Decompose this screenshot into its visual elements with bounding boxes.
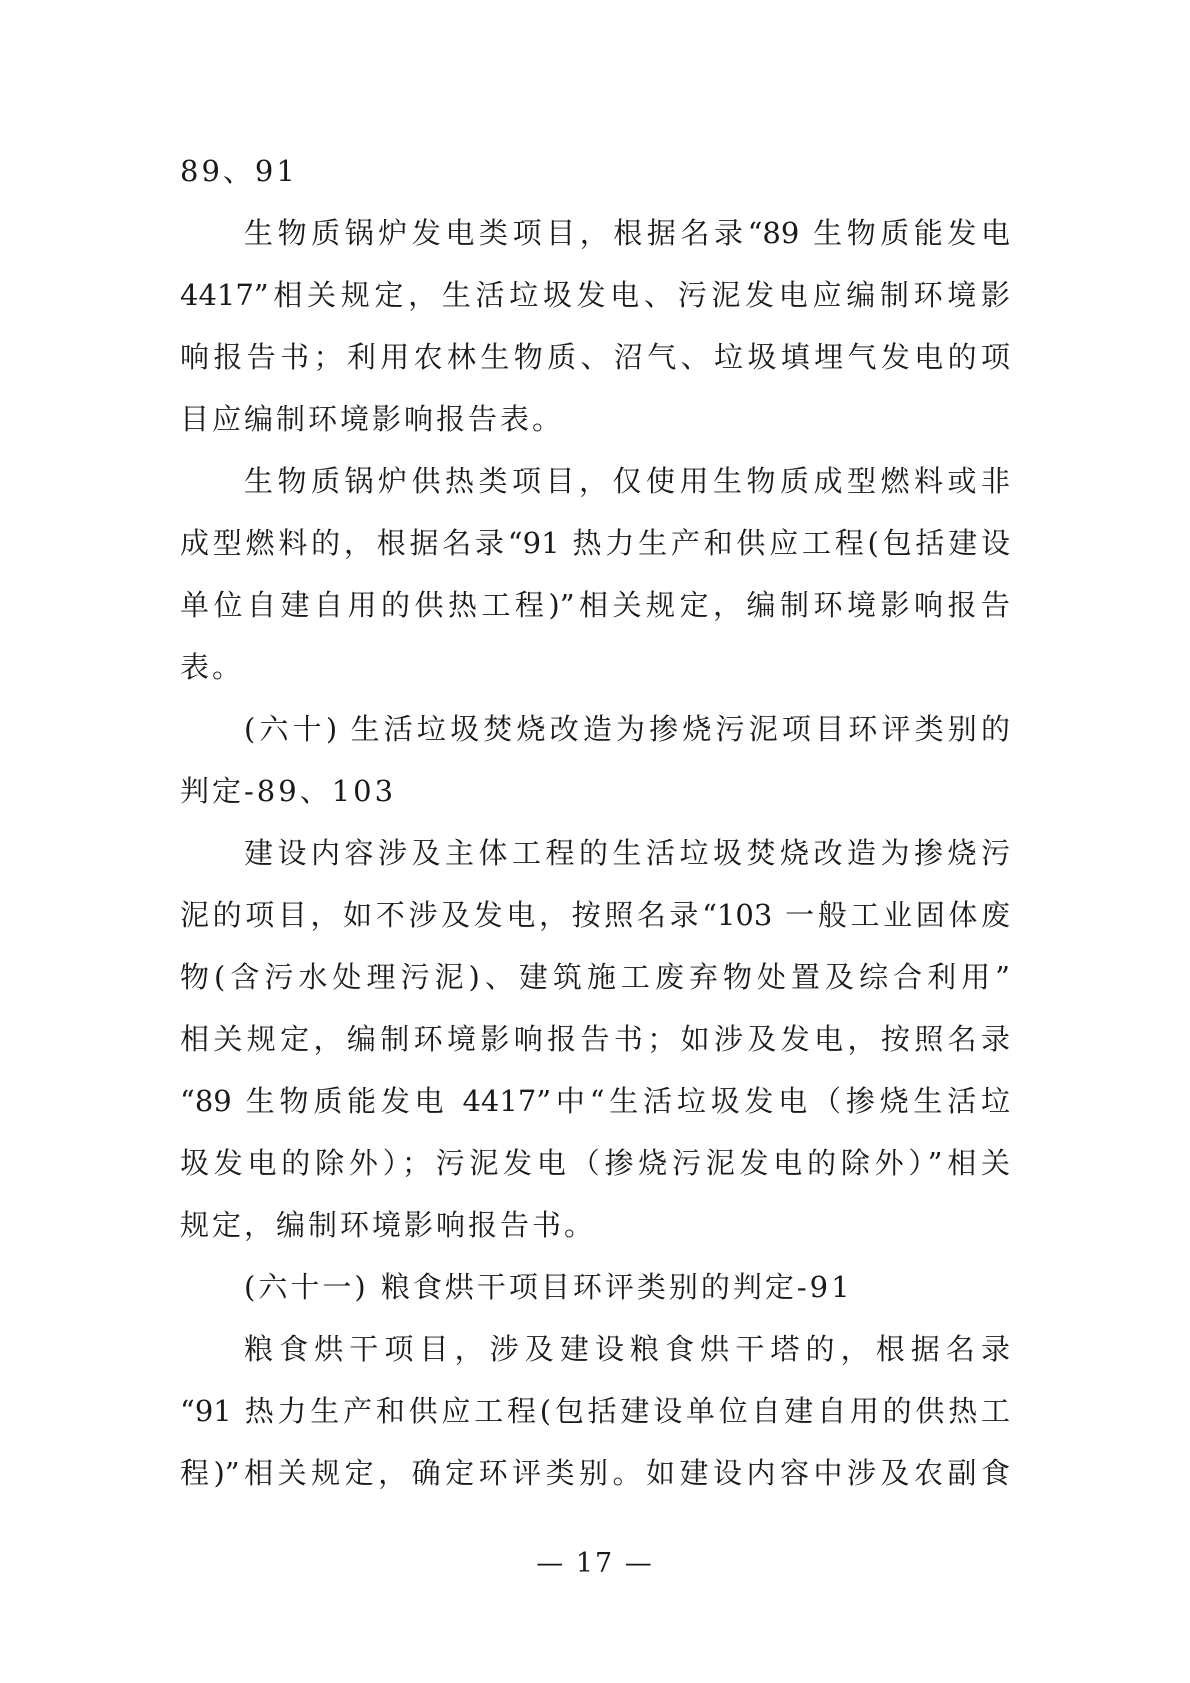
text-line: 生物质锅炉供热类项目，仅使用生物质成型燃料或非: [244, 464, 1010, 498]
text-line: 单位自建自用的供热工程)”相关规定，编制环境影响报告: [180, 588, 1010, 622]
text-line: “89 生物质能发电 4417”中“生活垃圾发电（掺烧生活垃: [180, 1084, 1010, 1118]
text-line: “91 热力生产和供应工程(包括建设单位自建自用的供热工: [180, 1394, 1010, 1428]
text-line: 目应编制环境影响报告表。: [180, 402, 565, 436]
text-line: 响报告书；利用农林生物质、沼气、垃圾填埋气发电的项: [180, 340, 1010, 374]
text-line: 4417”相关规定，生活垃圾发电、污泥发电应编制环境影: [180, 278, 1010, 312]
section-heading: (六十一) 粮食烘干项目环评类别的判定-91: [244, 1270, 853, 1304]
document-body: [180, 140, 1010, 1504]
text-line: 程)”相关规定，确定环评类别。如建设内容中涉及农副食: [180, 1456, 1010, 1490]
text-line: 规定，编制环境影响报告书。: [180, 1208, 597, 1242]
text-line: 89、91: [180, 154, 298, 188]
page-number: — 17 —: [536, 1548, 654, 1579]
text-line: 圾发电的除外）；污泥发电（掺烧污泥发电的除外）”相关: [180, 1146, 1010, 1180]
section-heading: (六十) 生活垃圾焚烧改造为掺烧污泥项目环评类别的: [244, 712, 1010, 746]
text-line: 生物质锅炉发电类项目，根据名录“89 生物质能发电: [244, 216, 1010, 250]
section-heading: 判定-89、103: [180, 774, 397, 808]
text-line: 建设内容涉及主体工程的生活垃圾焚烧改造为掺烧污: [244, 836, 1010, 870]
text-line: 表。: [180, 650, 245, 684]
text-line: 物(含污水处理污泥)、建筑施工废弃物处置及综合利用”: [180, 960, 1010, 994]
text-line: 相关规定，编制环境影响报告书；如涉及发电，按照名录: [180, 1022, 1010, 1056]
text-line: 泥的项目，如不涉及发电，按照名录“103 一般工业固体废: [180, 898, 1010, 932]
text-line: 成型燃料的，根据名录“91 热力生产和供应工程(包括建设: [180, 526, 1010, 560]
text-line: 粮食烘干项目，涉及建设粮食烘干塔的，根据名录: [244, 1332, 1010, 1366]
